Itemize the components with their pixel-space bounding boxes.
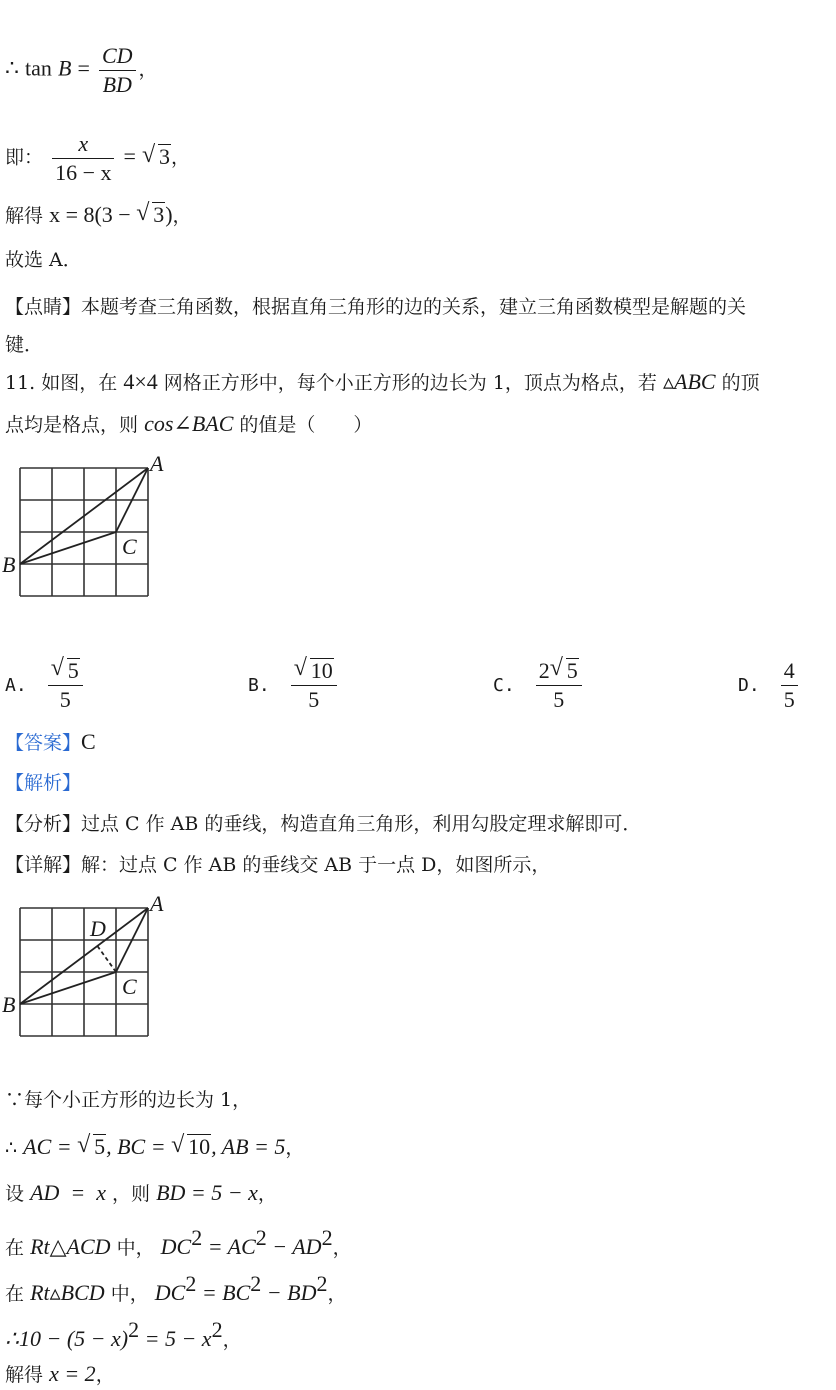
fraction-cd-bd: $\frac{CD}{BD}$ (99, 42, 136, 99)
label-C-2: C (122, 974, 137, 999)
fraction-x: $\frac{x}{16 - x}$ (52, 130, 114, 187)
solve-expr: x = 8(3 − (49, 202, 137, 227)
segment-bc (20, 532, 116, 564)
solution-s1: ∵每个小正方形的边长为 1， (5, 1089, 252, 1111)
tan-func: tan (25, 55, 52, 81)
line-jian: 键． (5, 334, 44, 356)
solution-s6: ∴10 − $(5 - x)^2 = 5 - x^2$， (5, 1317, 242, 1351)
label-A: A (150, 451, 164, 476)
segment-cd-dashed (96, 944, 116, 972)
option-c[interactable]: C. 2 √ 5 5 (493, 650, 585, 720)
therefore-symbol: ∴ (5, 55, 19, 81)
solution-s2: ∴ AC = √ 5, BC = √ 10, AB = 5， (5, 1132, 305, 1159)
solution-s5: 在 Rt▵BCD 中， $DC^2 = BC^2 - BD^2$， (5, 1271, 347, 1305)
label-B: B (2, 552, 16, 577)
var-B: B (57, 55, 72, 81)
line-dianjing: 【点睛】本题考查三角函数，根据直角三角形的边的关系，建立三角函数模型是解题的关 (5, 296, 747, 318)
label-B-2: B (2, 992, 16, 1017)
xiangjie-line: 【详解】解：过点 C 作 AB 的垂线交 AB 于一点 D，如图所示， (5, 854, 551, 876)
solution-s3: 设 AD = x ，则 BD = 5 − x， (5, 1180, 277, 1205)
label-A-2: A (150, 891, 164, 916)
sqrt-3b: √ 3 (136, 200, 165, 227)
solution-s7: 解得 x = 2， (5, 1361, 115, 1386)
segment-bc-2 (20, 972, 116, 1004)
line-choose-a: 故选 A． (5, 249, 82, 271)
line-tanB: ∴ tan B = $\frac{CD}{BD}$ ， (5, 43, 158, 97)
option-d[interactable]: D. $\frac{4}{5}$ (738, 650, 801, 720)
label-C: C (122, 534, 137, 559)
question-11-line2: 点均是格点，则 cos∠BAC 的值是（ ） (5, 411, 373, 436)
grid-figure-2 (0, 888, 180, 1038)
grid-figure-1 (0, 448, 180, 598)
question-11-line1: 11. 如图，在 4×4 网格正方形中，每个小正方形的边长为 1，顶点为格点，若 ▵ABC 的顶 (5, 369, 760, 394)
solution-s4: 在 Rt△ACD 中， $DC^2 = AC^2 - AD^2$， (5, 1225, 352, 1259)
analysis-tag: 【解析】 (5, 772, 82, 794)
answer-line (5, 730, 96, 755)
answer-tag: 【答案】 (5, 732, 82, 754)
sqrt-3: √ 3 (142, 141, 170, 169)
label-D: D (90, 916, 106, 941)
answer-value: C (81, 729, 96, 754)
fenxi-line: 【分析】过点 C 作 AB 的垂线，构造直角三角形，利用勾股定理求解即可． (5, 813, 642, 835)
line-ratio: 即： $\frac{x}{16 - x}$ = √ 3， (5, 131, 191, 185)
option-b[interactable]: B. √ 10 5 (248, 650, 340, 720)
line-solve-x: 解得 x = 8(3 − √ 3)， (5, 200, 192, 227)
option-a[interactable]: A. √ 5 5 (5, 650, 86, 720)
